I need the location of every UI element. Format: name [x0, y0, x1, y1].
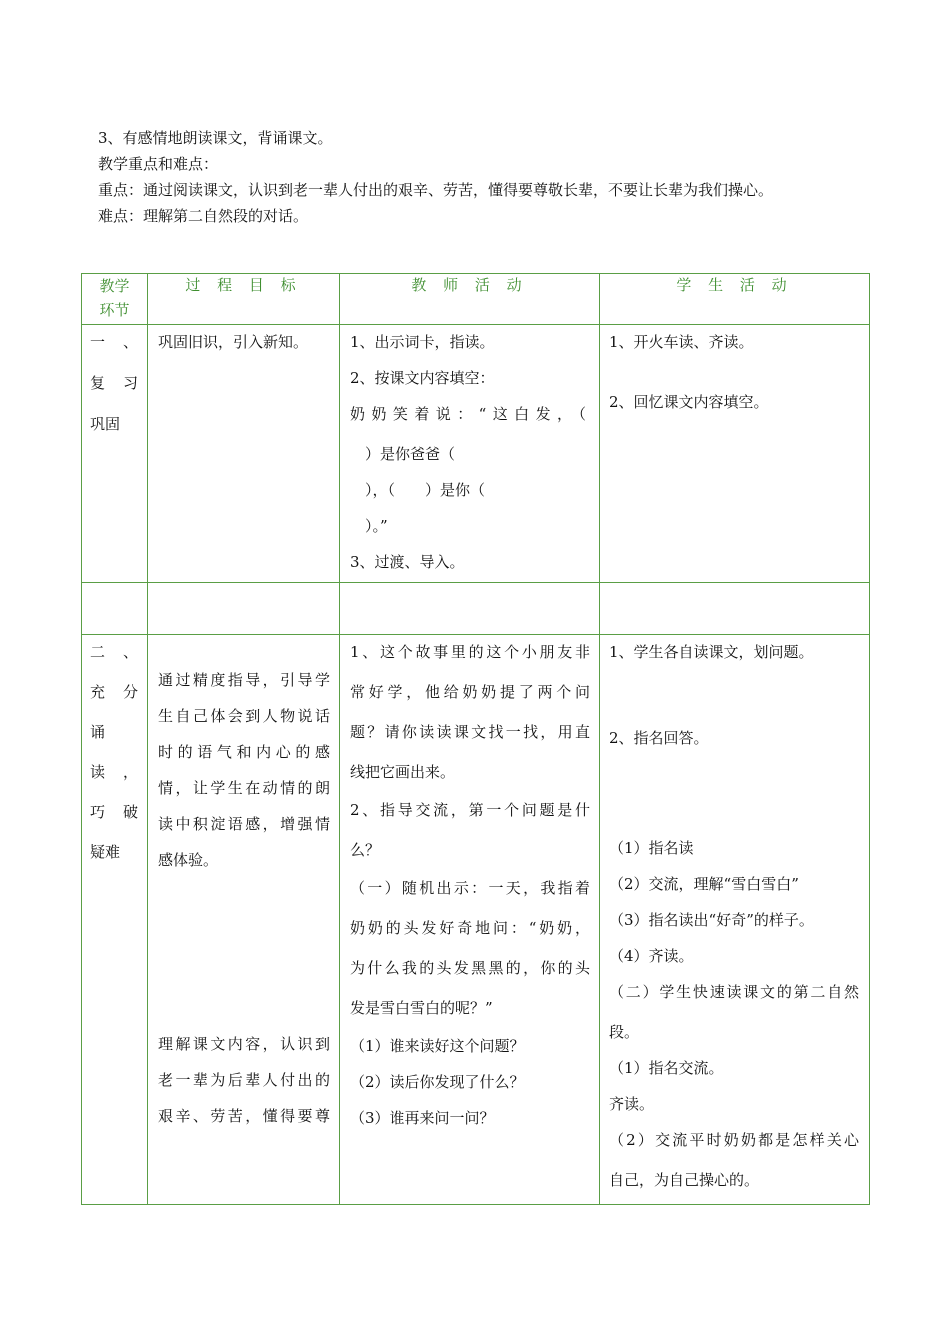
teacher-text: 么？: [350, 841, 381, 859]
student-text: （4）齐读。: [609, 947, 694, 965]
process-text: 情，让学生在动情的朗: [158, 779, 330, 797]
student-text: （1）指名交流。: [609, 1059, 724, 1077]
teacher-text: 1、出示词卡，指读。: [350, 333, 495, 351]
empty-cell: [148, 583, 340, 635]
teacher-text: 为什么我的头发黑黑的，你的头: [350, 959, 590, 977]
process-text: 通过精度指导，引导学: [158, 671, 330, 689]
student-text: （二）学生快速读课文的第二自然: [609, 983, 859, 1001]
process-text: 艰辛、劳苦，懂得要尊: [158, 1107, 330, 1125]
teacher-text: 常好学，他给奶奶提了两个问: [350, 683, 590, 701]
stage-text: 一 、: [90, 333, 138, 351]
header-teacher: 教 师 活 动: [340, 274, 600, 325]
stage-text: 二 、: [90, 643, 138, 661]
process-text: 巩固旧识，引入新知。: [158, 333, 309, 351]
student-cell: [600, 635, 870, 1205]
teacher-text: ），（ ）是你（: [350, 481, 486, 499]
stage-text: 诵: [90, 723, 106, 741]
process-text: 读中积淀语感，增强情: [158, 815, 330, 833]
teacher-text: 发是雪白雪白的呢？”: [350, 999, 493, 1017]
teacher-text: （1）谁来读好这个问题？: [350, 1037, 525, 1055]
empty-cell: [600, 583, 870, 635]
teacher-text: 1、这个故事里的这个小朋友非: [350, 643, 590, 661]
student-text: 自己，为自己操心的。: [609, 1171, 760, 1189]
teacher-text: 奶奶笑着说：“这白发，（: [350, 405, 586, 423]
teacher-text: （2）读后你发现了什么？: [350, 1073, 525, 1091]
student-text: 1、学生各自读课文，划问题。: [609, 643, 814, 661]
header-stage: [82, 274, 148, 325]
stage-text: 疑难: [90, 843, 121, 861]
process-cell: [148, 325, 340, 583]
teacher-text: 题？请你读读课文找一找，用直: [350, 723, 590, 741]
stage-text: 复 习: [90, 374, 138, 392]
student-text: 1、开火车读、齐读。: [609, 333, 754, 351]
key-point: 重点：通过阅读课文，认识到老一辈人付出的艰辛、劳苦，懂得要尊敬长辈，不要让长辈为我们操心。: [98, 181, 774, 199]
header-row: [82, 274, 870, 325]
process-cell: [148, 635, 340, 1205]
stage-text: 读 ，: [90, 763, 138, 781]
header-stage-line2: 环节: [99, 301, 130, 319]
intro-section: [98, 125, 898, 229]
stage-cell: [82, 635, 148, 1205]
teacher-text: 2、指导交流，第一个问题是什: [350, 801, 590, 819]
teacher-text: （3）谁再来问一问？: [350, 1109, 495, 1127]
student-text: （2）交流，理解“雪白雪白”: [609, 875, 799, 893]
process-text: 感体验。: [158, 851, 219, 869]
teacher-text: 线把它画出来。: [350, 763, 456, 781]
lesson-plan-table: [81, 273, 870, 1205]
student-cell: [600, 325, 870, 583]
student-text: （2）交流平时奶奶都是怎样关心: [609, 1131, 859, 1149]
table-row: [82, 583, 870, 635]
key-points-heading: 教学重点和难点：: [98, 155, 219, 173]
student-text: （3）指名读出“好奇”的样子。: [609, 911, 814, 929]
process-text: 生自己体会到人物说话: [158, 707, 330, 725]
header-student: 学 生 活 动: [600, 274, 870, 325]
stage-text: 巧 破: [90, 803, 138, 821]
empty-cell: [340, 583, 600, 635]
process-text: 理解课文内容，认识到: [158, 1035, 330, 1053]
process-text: 老一辈为后辈人付出的: [158, 1071, 330, 1089]
student-text: 2、回忆课文内容填空。: [609, 393, 769, 411]
teacher-text: 2、按课文内容填空：: [350, 369, 495, 387]
teacher-text: ）是你爸爸（: [350, 445, 456, 463]
teacher-cell: [340, 635, 600, 1205]
header-stage-line1: 教学: [99, 277, 130, 295]
teacher-cell: [340, 325, 600, 583]
table-row: [82, 325, 870, 583]
teacher-text: 3、过渡、导入。: [350, 553, 465, 571]
objective-3: 3、有感情地朗读课文，背诵课文。: [98, 129, 333, 147]
student-text: 齐读。: [609, 1095, 655, 1113]
stage-text: 充 分: [90, 683, 138, 701]
teacher-text: （一）随机出示：一天，我指着: [350, 879, 590, 897]
student-text: 2、指名回答。: [609, 729, 709, 747]
student-text: 段。: [609, 1023, 640, 1041]
empty-cell: [82, 583, 148, 635]
header-process: 过 程 目 标: [148, 274, 340, 325]
difficult-point: 难点：理解第二自然段的对话。: [98, 207, 309, 225]
teacher-text: ）。”: [350, 517, 388, 535]
stage-text: 巩固: [90, 415, 121, 433]
table-row: [82, 635, 870, 1205]
teacher-text: 奶奶的头发好奇地问：“奶奶，: [350, 919, 590, 937]
process-text: 时的语气和内心的感: [158, 743, 330, 761]
student-text: （1）指名读: [609, 839, 694, 857]
stage-cell: [82, 325, 148, 583]
